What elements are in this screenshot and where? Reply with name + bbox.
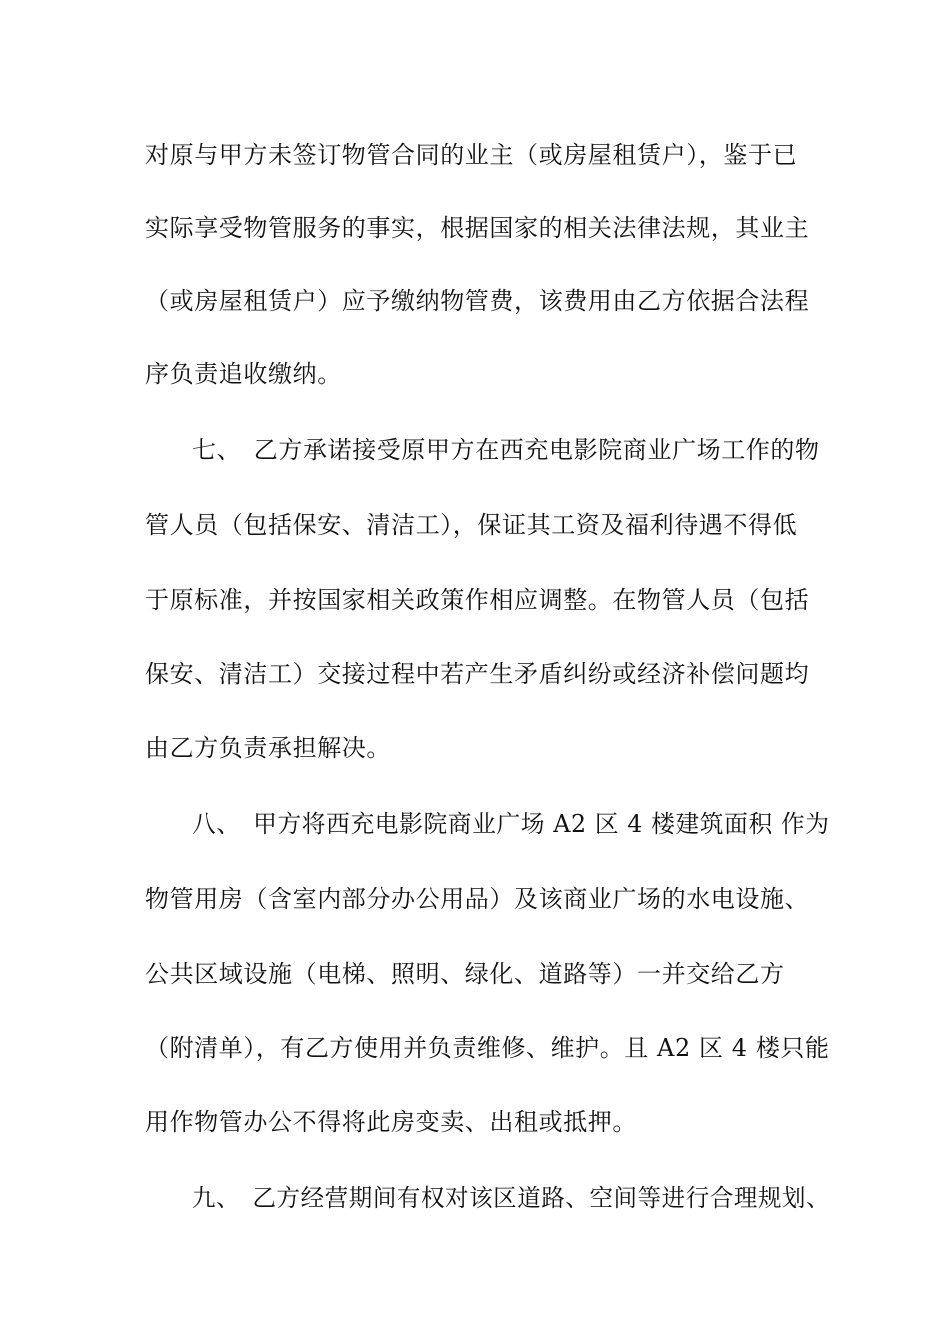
- text-line: 九、 乙方经营期间有权对该区道路、空间等进行合理规划、: [192, 1184, 831, 1212]
- text-line: 由乙方负责承担解决。: [145, 734, 391, 762]
- text-line: 序负责追收缴纳。: [145, 360, 342, 388]
- text-line: 对原与甲方未签订物管合同的业主（或房屋租赁户），鉴于已: [145, 141, 798, 169]
- text-line: 八、 甲方将西充电影院商业广场 A2 区 4 楼建筑面积 作为: [192, 810, 830, 838]
- text-line: （或房屋租赁户）应予缴纳物管费，该费用由乙方依据合法程: [145, 287, 810, 315]
- text-line: 用作物管办公不得将此房变卖、出租或抵押。: [145, 1108, 637, 1136]
- text-line: （附清单），有乙方使用并负责维修、维护。且 A2 区 4 楼只能: [145, 1034, 830, 1062]
- text-line: 七、 乙方承诺接受原甲方在西充电影院商业广场工作的物: [192, 436, 820, 464]
- text-line: 管人员（包括保安、清洁工），保证其工资及福利待遇不得低: [145, 511, 798, 539]
- text-line: 保安、清洁工）交接过程中若产生矛盾纠纷或经济补偿问题均: [145, 660, 810, 688]
- text-line: 公共区域设施（电梯、照明、绿化、道路等）一并交给乙方: [145, 960, 785, 988]
- text-line: 于原标准，并按国家相关政策作相应调整。在物管人员（包括: [145, 586, 810, 614]
- text-line: 物管用房（含室内部分办公用品）及该商业广场的水电设施、: [145, 885, 810, 913]
- text-line: 实际享受物管服务的事实，根据国家的相关法律法规，其业主: [145, 214, 810, 242]
